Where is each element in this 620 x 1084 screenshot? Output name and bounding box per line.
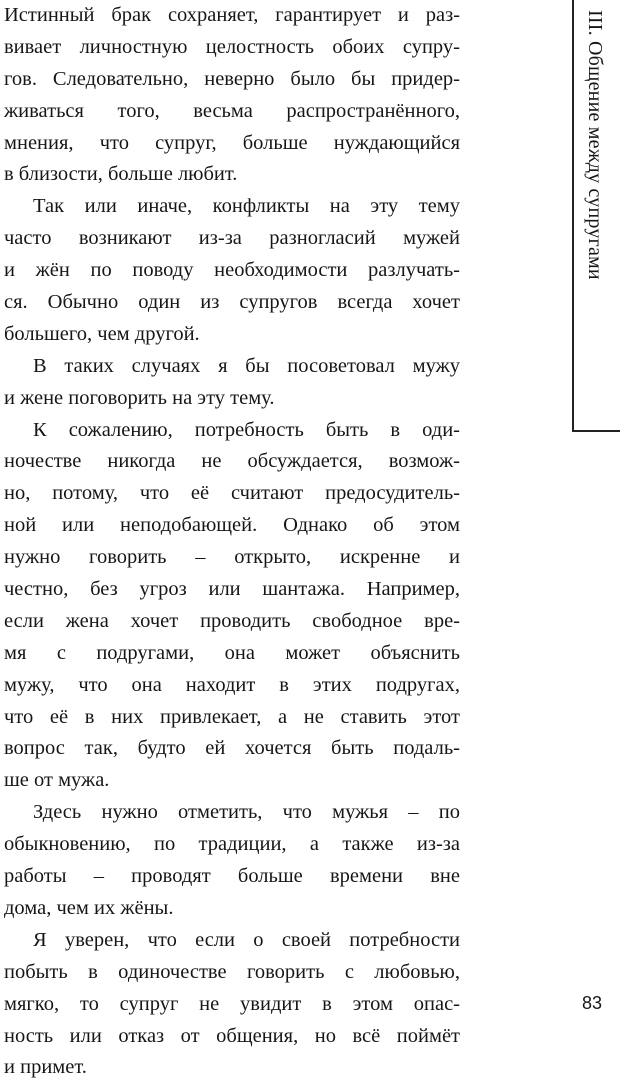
text-line: Истинный брак сохраняет, гарантирует и раз- [4,4,460,26]
text-line: и жён по поводу необходимости разлучать- [4,259,460,282]
text-line: Я уверен, что если о своей потребности [33,928,460,951]
text-line: мягко, то супруг не увидит в этом опас- [4,992,460,1015]
text-line: если жена хочет проводить свободное вре- [4,609,460,632]
text-line: В таких случаях я бы посоветовал мужу [33,354,460,377]
running-head-text: III. Общение между супругами [584,10,606,280]
body-text [4,0,460,1084]
text-line: обыкновению, по традиции, а также из-за [4,833,460,856]
text-line: нужно говорить – открыто, искренне и [4,546,460,569]
text-line: и жене поговорить на эту тему. [4,386,275,409]
running-head [573,10,615,340]
text-line: гов. Следовательно, неверно было бы придер- [4,67,460,90]
text-line: часто возникают из-за разногласий мужей [4,227,460,250]
text-line: ночестве никогда не обсуждается, возмож- [4,450,460,473]
text-line: К сожалению, потребность быть в оди- [33,418,460,441]
text-line: дома, чем их жёны. [4,896,174,919]
text-line: ность или отказ от общения, но всё поймёт [4,1024,460,1047]
text-line: что её в них привлекает, а не ставить этот [4,705,460,728]
text-line: ся. Обычно один из супругов всегда хочет [4,291,460,314]
text-line: ной или неподобающей. Однако об этом [4,514,460,537]
page-number: 83 [582,993,603,1013]
text-line: Так или иначе, конфликты на эту тему [33,195,460,218]
text-line: мнения, что супруг, больше нуждающийся [4,131,460,154]
text-line: и примет. [4,1056,87,1079]
text-line: честно, без угроз или шантажа. Например, [4,578,460,601]
text-line: живаться того, весьма распространённого, [4,99,460,122]
text-line: большего, чем другой. [4,322,200,345]
margin-rule-horizontal [572,430,620,432]
text-line: но, потому, что её считают предосудитель- [4,482,460,505]
text-line: мя с подругами, она может объяснить [4,641,460,664]
text-line: мужу, что она находит в этих подругах, [4,673,460,696]
text-line: Здесь нужно отметить, что мужья – по [33,801,460,824]
text-line: вивает личностную целостность обоих супру- [4,35,460,58]
text-line: в близости, больше любит. [4,163,238,186]
text-line: ше от мужа. [4,769,110,792]
text-line: работы – проводят больше времени вне [4,865,460,888]
text-line: вопрос так, будто ей хочется быть подаль- [4,737,460,760]
text-line: побыть в одиночестве говорить с любовью, [4,960,460,983]
